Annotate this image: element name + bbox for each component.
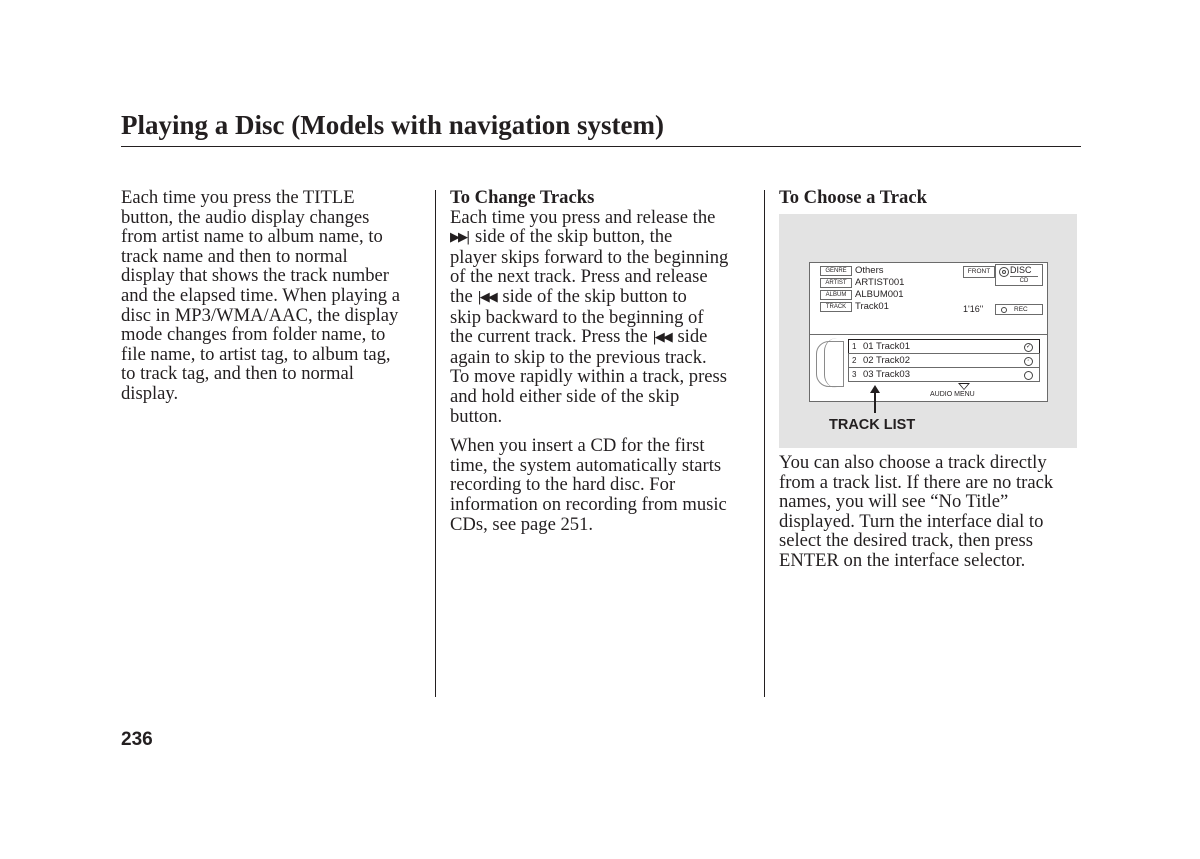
skip-back-icon: |◀◀ [477, 289, 496, 305]
text-line: Each time you press and release the [450, 206, 716, 228]
artist-tag: ARTIST [820, 278, 852, 288]
text-line: names, you will see “No Title” [779, 491, 1009, 513]
text-line: To move rapidly within a track, press [450, 366, 728, 388]
section-heading-change-tracks: To Change Tracks [450, 187, 595, 208]
text-fragment: side [677, 326, 708, 348]
disc-label: DISC [1010, 265, 1032, 275]
text-line: display. [121, 382, 179, 404]
text-line: to track tag, and then to normal [121, 363, 354, 385]
figure-caption: TRACK LIST [829, 417, 916, 433]
title-divider [121, 146, 1081, 147]
text-line: CDs, see page 251. [450, 513, 594, 535]
track-list-item[interactable] [848, 339, 1040, 354]
text-line: time, the system automatically starts [450, 454, 722, 476]
column-3 [779, 453, 1079, 571]
rec-indicator [995, 304, 1043, 315]
audio-display-figure [779, 214, 1077, 448]
text-line: track name and then to normal [121, 245, 348, 267]
track-list-panel [809, 334, 1048, 402]
text-line: ENTER on the interface selector. [779, 549, 1026, 571]
text-line: select the desired track, then press [779, 530, 1034, 552]
text-line: Each time you press the TITLE [121, 187, 355, 208]
page-number: 236 [121, 729, 153, 750]
text-line: You can also choose a track directly [779, 452, 1047, 473]
section-heading-choose-track: To Choose a Track [779, 187, 927, 208]
page-title: Playing a Disc (Models with navigation system) [121, 110, 664, 140]
artist-value: ARTIST001 [855, 277, 905, 288]
column-3-heading-wrap [779, 188, 1079, 208]
track-name: 01 Track01 [863, 341, 910, 352]
text-line: information on recording from music [450, 493, 727, 515]
callout-line [874, 389, 876, 413]
text-line: file name, to artist tag, to album tag, [121, 343, 391, 365]
rec-label: REC [1014, 306, 1028, 313]
skip-forward-icon: ▶▶| [450, 230, 469, 246]
text-line: displayed. Turn the interface dial to [779, 510, 1044, 532]
front-label: FRONT [963, 266, 995, 278]
column-1 [121, 188, 426, 404]
text-line: and the elapsed time. When playing a [121, 284, 400, 306]
text-line: skip backward to the beginning of [450, 306, 704, 328]
album-value: ALBUM001 [855, 289, 904, 300]
track-value: Track01 [855, 301, 889, 312]
disc-source-box [995, 264, 1043, 286]
column-divider-2 [764, 190, 765, 697]
text-line [450, 227, 755, 248]
text-line: recording to the hard disc. For [450, 474, 676, 496]
genre-tag: GENRE [820, 266, 852, 276]
elapsed-time: 1'16'' [963, 304, 984, 314]
disc-slot-graphic [824, 338, 851, 388]
text-fragment: the [450, 285, 473, 307]
text-line: again to skip to the previous track. [450, 346, 707, 368]
menu-down-arrow-icon [958, 383, 970, 390]
text-line: disc in MP3/WMA/AAC, the display [121, 304, 399, 326]
recording-status-icon: ◦ [1024, 357, 1033, 366]
track-list-item[interactable] [848, 367, 1040, 382]
track-number: 3 [852, 370, 857, 379]
column-2 [450, 188, 755, 534]
track-name: 02 Track02 [863, 355, 910, 366]
track-number: 2 [852, 356, 857, 365]
audio-menu-label: AUDIO MENU [930, 391, 975, 398]
text-fragment: side of the skip button, the [475, 226, 673, 248]
track-tag: TRACK [820, 302, 852, 312]
album-tag: ALBUM [820, 290, 852, 300]
column-divider-1 [435, 190, 436, 697]
text-fragment: the current track. Press the [450, 326, 648, 348]
record-icon [1001, 307, 1007, 313]
skip-back-icon: |◀◀ [652, 330, 671, 346]
not-recorded-status-icon [1024, 371, 1033, 380]
text-line: display that shows the track number [121, 265, 390, 287]
text-line [450, 287, 755, 308]
audio-display-top [809, 262, 1048, 337]
cd-label: CD [1010, 276, 1038, 285]
track-name: 03 Track03 [863, 369, 910, 380]
track-number: 1 [852, 342, 857, 351]
text-line: player skips forward to the beginning [450, 246, 729, 268]
text-line: of the next track. Press and release [450, 266, 708, 288]
text-line: from a track list. If there are no track [779, 471, 1054, 493]
track-list-item[interactable] [848, 353, 1040, 368]
text-line: When you insert a CD for the first [450, 435, 705, 457]
text-line: from artist name to album name, to [121, 226, 383, 248]
text-line [450, 327, 755, 348]
recorded-status-icon: ✓ [1025, 344, 1032, 350]
text-fragment: side of the skip button to [502, 285, 687, 307]
text-line: and hold either side of the skip [450, 385, 680, 407]
text-line: button, the audio display changes [121, 206, 370, 228]
text-line: mode changes from folder name, to [121, 324, 386, 346]
text-line: button. [450, 405, 503, 427]
disc-icon [999, 267, 1009, 277]
genre-value: Others [855, 265, 884, 276]
